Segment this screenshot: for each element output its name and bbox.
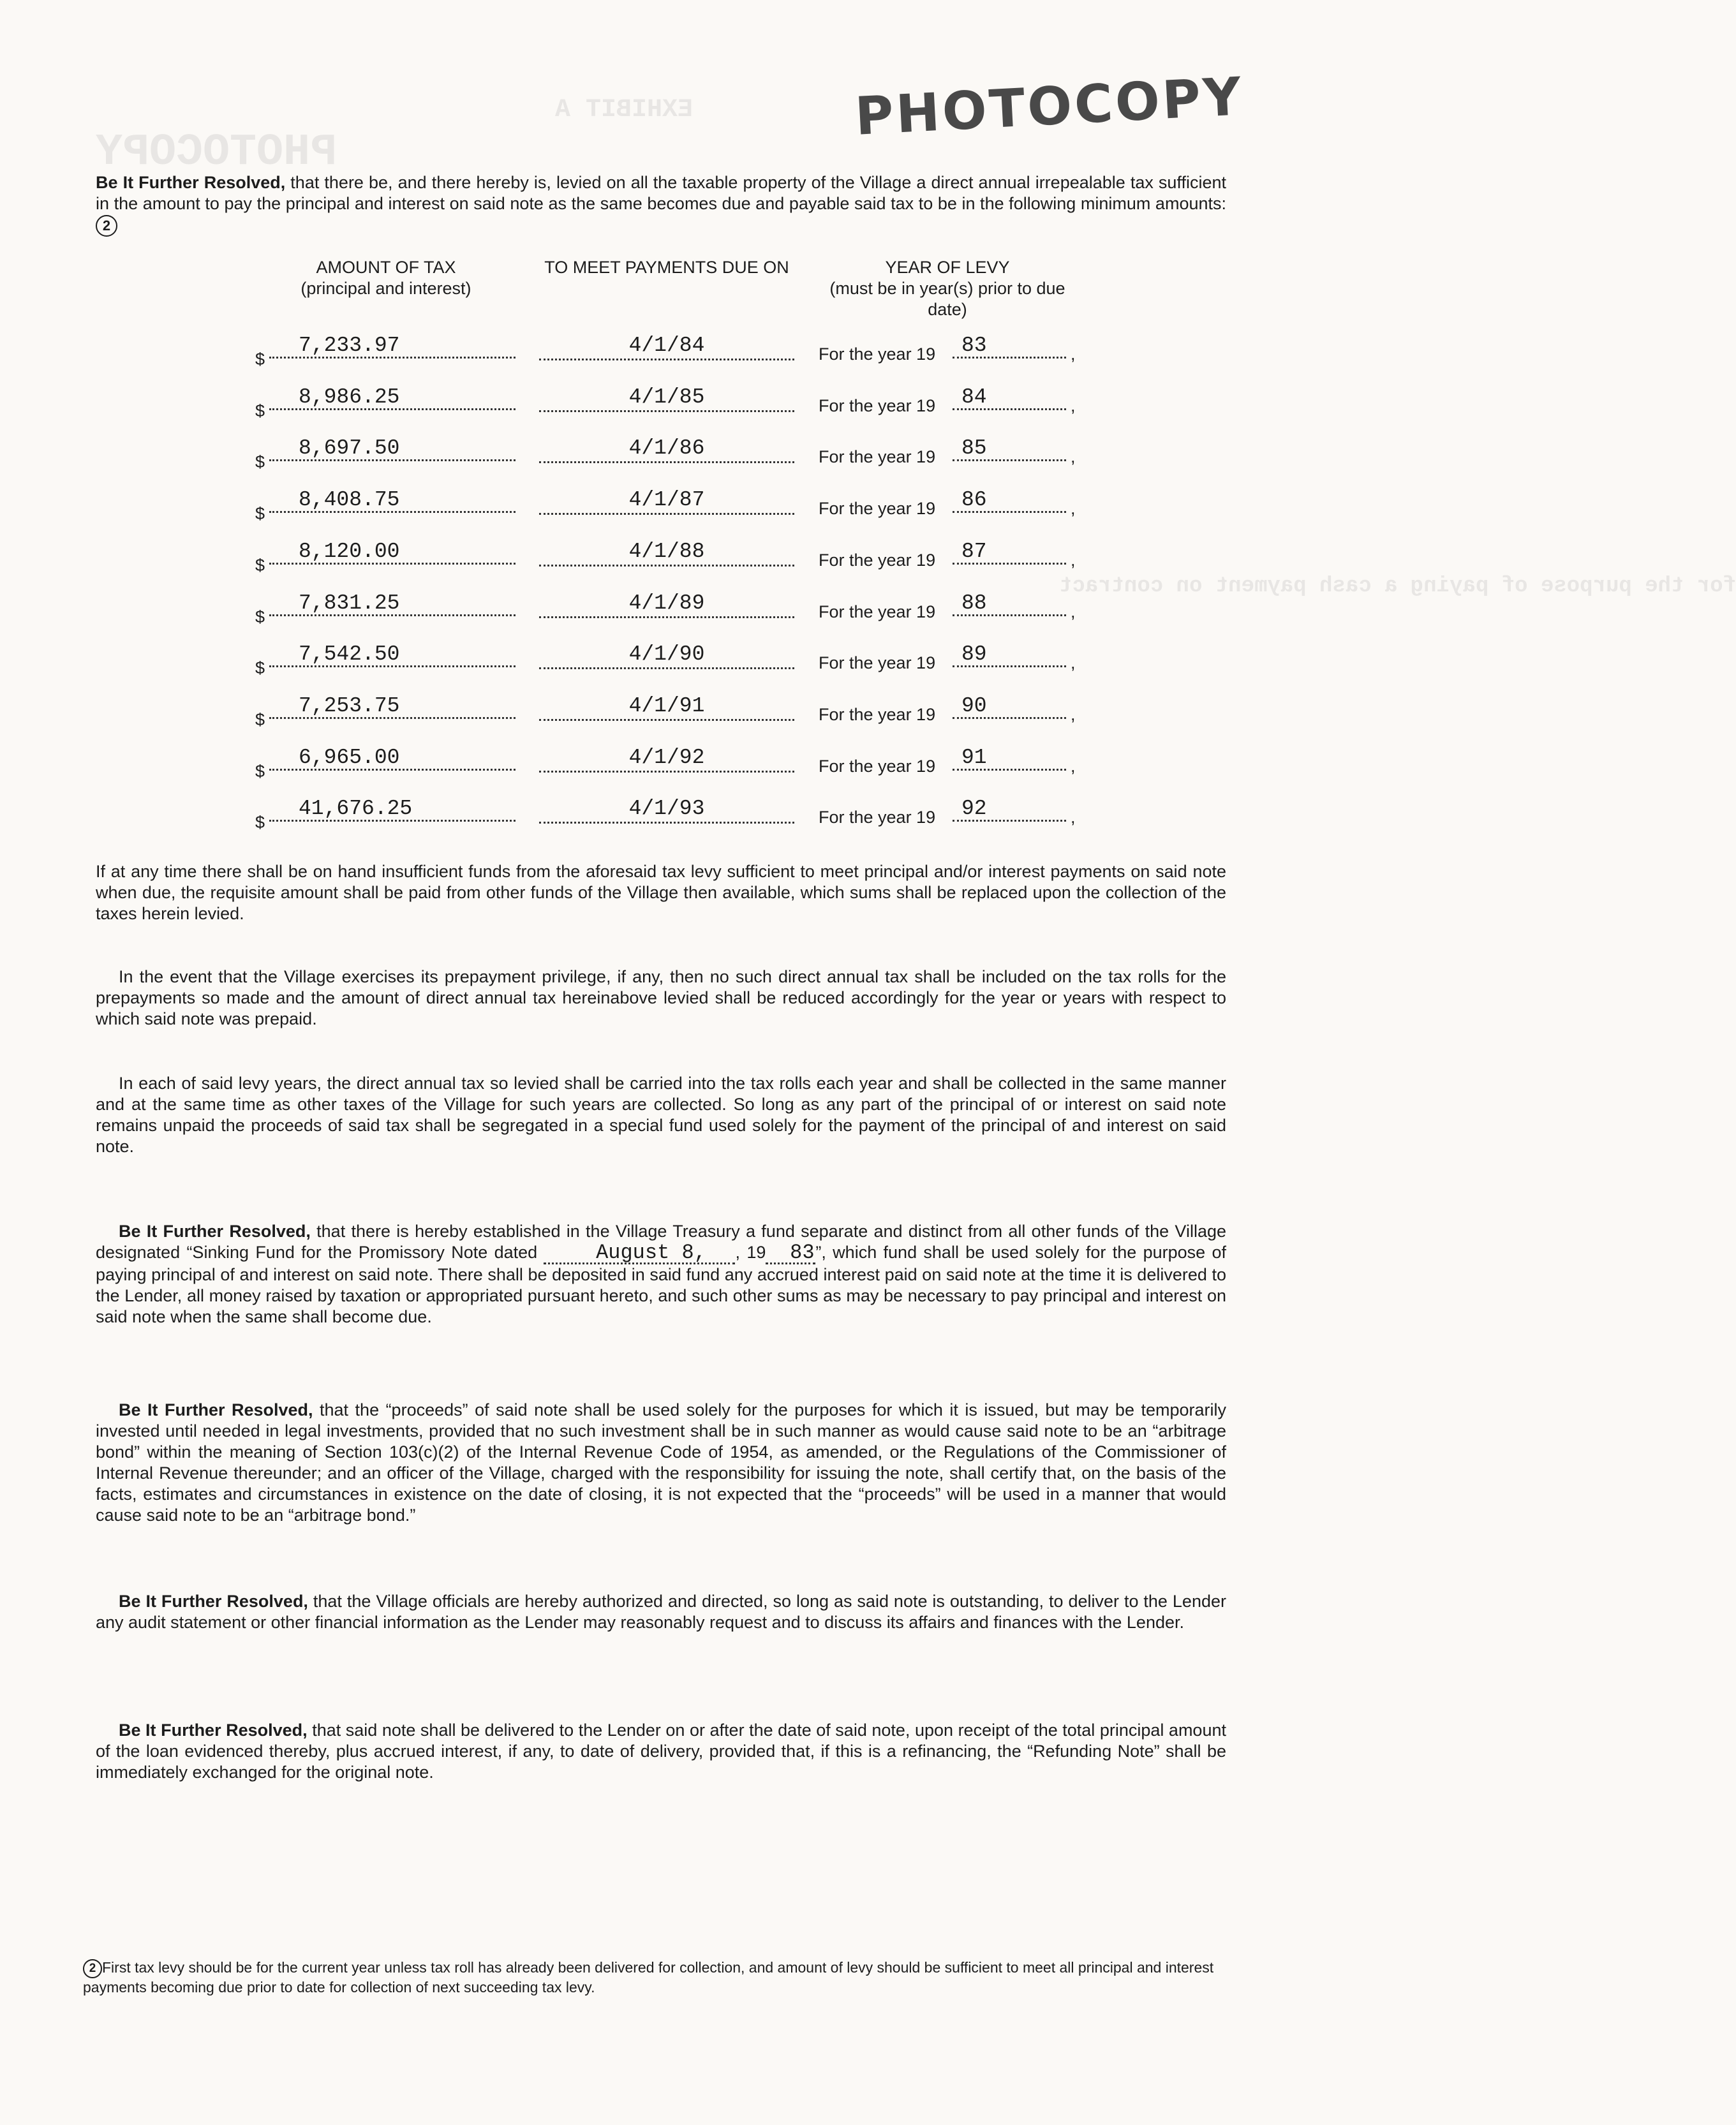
levy-year-field: 91 (953, 745, 1066, 771)
prepayment-paragraph: In the event that the Village exercises its prepayment privilege, if any, then no such direct annual tax shall be included on the tax rolls for the prepayments so made and the amount of direct annual tax hereinabove levied shall be reduced accordingly for the year or years with respect to which said note was prepaid. (96, 967, 1226, 1028)
row-comma: , (1071, 705, 1076, 724)
levy-year-field: 87 (953, 539, 1066, 565)
dollar-sign: $ (255, 452, 265, 471)
footnote-text: First tax levy should be for the current year unless tax roll has already been delivered for collection, and amount of levy should be sufficient to meet all principal and interest payments becoming due prior to date for collection of next succeeding tax levy. (83, 1959, 1214, 1995)
sinking-fund-paragraph (96, 1221, 1226, 1328)
tax-amount-field: 7,253.75 (269, 693, 516, 719)
levy-year-field: 92 (953, 796, 1066, 822)
levy-row (0, 385, 1283, 423)
note-year-field: 83 (766, 1243, 815, 1264)
tax-amount-field: 8,986.25 (269, 385, 516, 410)
tax-amount-field: 8,120.00 (269, 539, 516, 565)
tax-amount-field: 8,408.75 (269, 487, 516, 513)
col-year-subtitle: (must be in year(s) prior to due (829, 279, 1065, 298)
tax-amount-field: 6,965.00 (269, 745, 516, 771)
levy-row (0, 642, 1283, 680)
levy-paragraph (96, 172, 1226, 237)
sinking-fund-text-c: ”, which fund shall be used solely for the purpose of paying principal of and interest on said note. There shall be deposited in said fund any accrued interest paid on said note at the time it is delivered to the Lender, all money raised by taxation or appropriated pursuant hereto, and such other sums as may be necessary to pay principal and interest on said note when the same shall become due. (96, 1243, 1226, 1326)
tax-amount-field: 7,831.25 (269, 591, 516, 616)
dollar-sign: $ (255, 710, 265, 729)
footnote-marker: 2 (96, 215, 117, 237)
col-amount-title: AMOUNT OF TAX (316, 258, 456, 277)
due-date-field: 4/1/84 (539, 333, 794, 360)
insufficient-funds-paragraph: If at any time there shall be on hand insufficient funds from the aforesaid tax levy sufficient to meet principal and/or interest payments on said note when due, the requisite amount shall be paid from other funds of the Village then available, which sums shall be replaced upon the collection of the taxes herein levied. (96, 862, 1226, 923)
year-label: For the year 19 (819, 757, 936, 776)
proceeds-paragraph (96, 1400, 1226, 1526)
footnote (83, 1958, 1225, 1996)
bleed-through-exhibit: EXHIBIT A (555, 96, 694, 124)
levy-year-field: 90 (953, 693, 1066, 719)
levy-year-field: 89 (953, 642, 1066, 667)
dollar-sign: $ (255, 556, 265, 575)
row-comma: , (1071, 499, 1076, 518)
row-comma: , (1071, 344, 1076, 364)
levy-row (0, 745, 1283, 783)
col-amount-subtitle: (principal and interest) (300, 279, 471, 298)
note-date-field: August 8, (544, 1243, 735, 1264)
dollar-sign: $ (255, 504, 265, 523)
levy-year-field: 86 (953, 487, 1066, 513)
dollar-sign: $ (255, 762, 265, 781)
due-date-field: 4/1/91 (539, 693, 794, 721)
levy-row (0, 693, 1283, 732)
tax-amount-field: 7,542.50 (269, 642, 516, 667)
row-comma: , (1071, 757, 1076, 776)
year-label: For the year 19 (819, 653, 936, 672)
row-comma: , (1071, 396, 1076, 415)
tax-amount-field: 8,697.50 (269, 436, 516, 461)
due-date-field: 4/1/92 (539, 745, 794, 773)
row-comma: , (1071, 551, 1076, 570)
delivery-text: that said note shall be delivered to the Lender on or after the date of said note, upon receipt of the total principal amount of the loan evidenced thereby, plus accrued interest, if any, to date of delivery, provided that, if this is a refinancing, the “Refunding Note” shall be immediately exchanged for the original note. (96, 1721, 1226, 1782)
row-comma: , (1071, 602, 1076, 621)
levy-year-field: 88 (953, 591, 1066, 616)
year-label: For the year 19 (819, 396, 936, 415)
proceeds-lead: Be It Further Resolved, (119, 1400, 313, 1419)
sinking-fund-text-b: , 19 (735, 1243, 766, 1262)
levy-lead: Be It Further Resolved, (96, 173, 286, 192)
row-comma: , (1071, 447, 1076, 466)
photocopy-stamp: PHOTOCOPY (853, 66, 1245, 147)
bleed-through-line: for the purpose of paying a cash payment on contract (1059, 574, 1736, 598)
year-label: For the year 19 (819, 808, 936, 827)
year-label: For the year 19 (819, 344, 936, 364)
row-comma: , (1071, 653, 1076, 672)
delivery-paragraph (96, 1720, 1226, 1783)
due-date-field: 4/1/86 (539, 436, 794, 463)
levy-row (0, 591, 1283, 629)
officials-paragraph (96, 1591, 1226, 1633)
due-date-field: 4/1/88 (539, 539, 794, 566)
levy-row (0, 333, 1283, 371)
levy-row (0, 796, 1283, 834)
tax-amount-field: 41,676.25 (269, 796, 516, 822)
year-label: For the year 19 (819, 705, 936, 724)
due-date-field: 4/1/89 (539, 591, 794, 618)
due-date-field: 4/1/90 (539, 642, 794, 669)
col-due-title: TO MEET PAYMENTS DUE ON (544, 258, 789, 277)
dollar-sign: $ (255, 350, 265, 369)
dollar-sign: $ (255, 607, 265, 626)
dollar-sign: $ (255, 401, 265, 420)
footnote-number: 2 (83, 1959, 102, 1978)
year-label: For the year 19 (819, 551, 936, 570)
proceeds-text: that the “proceeds” of said note shall be used solely for the purposes for which it is issued, but may be temporarily invested until needed in legal investments, provided that no such investment shall be in such manner as would cause said note to be an “arbitrage bond” within the meaning of Section 103(c)(2) of the Internal Revenue Code of 1954, as amended, or the Regulations of the Commissioner of Internal Revenue thereunder; and an officer of the Village, charged with the responsibility for issuing the note, shall certify that, on the basis of the facts, estimates and circumstances in existence on the date of closing, it is not expected that the “proceeds” will be used in a manner that would cause said note to be an “arbitrage bond.” (96, 1400, 1226, 1525)
dollar-sign: $ (255, 813, 265, 832)
levy-row (0, 436, 1283, 474)
year-label: For the year 19 (819, 602, 936, 621)
year-label: For the year 19 (819, 447, 936, 466)
levy-year-field: 84 (953, 385, 1066, 410)
bleed-through-heading: PHOTOCOPY (96, 128, 338, 178)
officials-lead: Be It Further Resolved, (119, 1592, 308, 1611)
col-year-title: YEAR OF LEVY (885, 258, 1010, 277)
sinking-fund-text-a: that there is hereby established in the Village Treasury a fund separate and distinct from all other funds of the Village designated “Sinking Fund for the Promissory Note dated (96, 1222, 1226, 1262)
levy-year-field: 83 (953, 333, 1066, 359)
officials-text: that the Village officials are hereby authorized and directed, so long as said note is outstanding, to deliver to the Lender any audit statement or other financial information as the Lender may reasonably request and to discuss its affairs and finances with the Lender. (96, 1592, 1226, 1632)
col-year-subtitle-2: date) (928, 300, 967, 319)
levy-years-paragraph: In each of said levy years, the direct annual tax so levied shall be carried into the tax rolls each year and shall be collected in the same manner and at the same time as other taxes of the Village for such years are collected. So long as any part of the principal of or interest on said note remains unpaid the proceeds of said tax shall be segregated in a special fund used solely for the payment of the principal of and interest on said note. (96, 1074, 1226, 1156)
levy-row (0, 539, 1283, 577)
row-comma: , (1071, 808, 1076, 827)
levy-row (0, 487, 1283, 526)
due-date-field: 4/1/85 (539, 385, 794, 412)
tax-amount-field: 7,233.97 (269, 333, 516, 359)
levy-text: that there be, and there hereby is, levied on all the taxable property of the Village a direct annual irrepealable tax sufficient in the amount to pay the principal and interest on said note as the same becomes due and payable said tax to be in the following minimum amounts: (96, 173, 1226, 213)
col-year-header (813, 257, 1081, 320)
due-date-field: 4/1/87 (539, 487, 794, 515)
due-date-field: 4/1/93 (539, 796, 794, 824)
levy-year-field: 85 (953, 436, 1066, 461)
year-label: For the year 19 (819, 499, 936, 518)
col-due-header (530, 257, 804, 278)
delivery-lead: Be It Further Resolved, (119, 1721, 308, 1740)
dollar-sign: $ (255, 658, 265, 677)
col-amount-header (268, 257, 504, 299)
sinking-fund-lead: Be It Further Resolved, (119, 1222, 311, 1241)
